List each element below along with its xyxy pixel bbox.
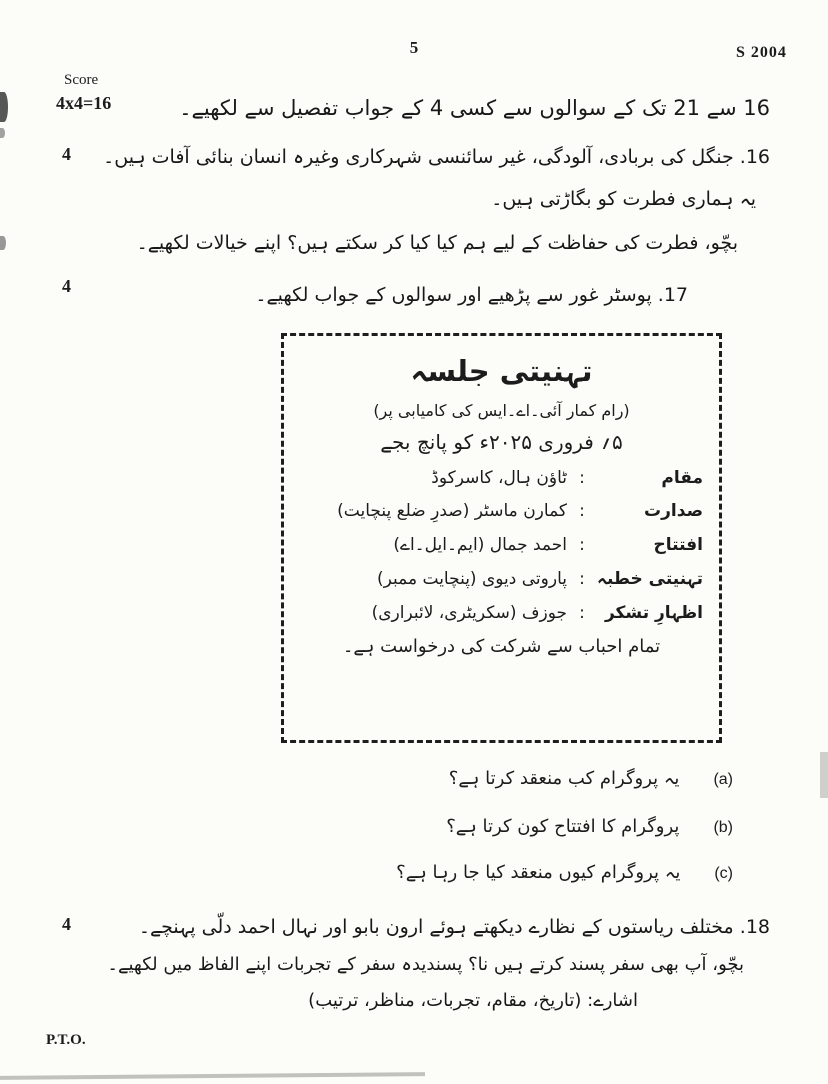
paper-code: S 2004 — [736, 44, 787, 61]
poster-row-separator: : — [579, 468, 585, 488]
marks-q17: 4 — [62, 276, 71, 296]
subquestion-c-label: (c) — [714, 865, 733, 882]
score-total: 4x4=16 — [56, 93, 112, 113]
scan-artifact-right-edge — [820, 752, 828, 798]
poster-row-value: پاروتی دیوی (پنچایت ممبر) — [377, 569, 567, 589]
question-16-line-1: 16. جنگل کی بربادی، آلودگی، غیر سائنسی شہرکاری وغیرہ انسان بنائی آفات ہیں۔ — [103, 146, 770, 168]
poster-row-label: مقام — [661, 468, 703, 488]
poster-row-label: تہنیتی خطبہ — [597, 569, 703, 589]
poster-row-separator: : — [579, 569, 585, 589]
poster-datetime: ۵؍ فروری ۲۰۲۵ء کو پانچ بجے — [380, 430, 623, 454]
question-18-line-3: اشارے: (تاریخ، مقام، تجربات، مناظر، ترتیب) — [308, 990, 638, 1011]
poster-box — [281, 333, 722, 743]
poster-row-label: افتتاح — [653, 535, 703, 555]
score-label: Score — [64, 72, 99, 88]
poster-row-separator: : — [579, 535, 585, 555]
question-18-line-2: بچّو، آپ بھی سفر پسند کرتے ہیں نا؟ پسندیدہ سفر کے تجربات اپنے الفاظ میں لکھیے۔ — [107, 954, 744, 975]
pto-label: P.T.O. — [46, 1032, 86, 1048]
marks-q16: 4 — [62, 144, 71, 164]
poster-row-value: کمارن ماسٹر (صدرِ ضلع پنچایت) — [337, 501, 567, 521]
subquestion-b — [446, 816, 733, 837]
page-number: 5 — [409, 38, 419, 57]
poster-row-vote-of-thanks — [300, 602, 703, 623]
general-instruction: 16 سے 21 تک کے سوالوں سے کسی 4 کے جواب تفصیل سے لکھیے۔ — [179, 96, 770, 120]
subquestion-a — [449, 768, 733, 789]
subquestion-b-label: (b) — [713, 819, 733, 836]
poster-row-separator: : — [579, 501, 585, 521]
question-16-line-3: بچّو، فطرت کی حفاظت کے لیے ہم کیا کیا کر سکتے ہیں؟ اپنے خیالات لکھیے۔ — [136, 232, 738, 254]
subquestion-c — [396, 862, 733, 883]
poster-row-felicitation — [300, 568, 703, 589]
marks-q18: 4 — [62, 914, 71, 934]
poster-title: تہنیتی جلسہ — [410, 354, 593, 388]
scan-artifact-left-blob — [0, 128, 5, 138]
scan-artifact-left-blob — [0, 236, 6, 250]
scan-artifact-bottom-streak — [0, 1072, 425, 1080]
poster-row-venue — [300, 467, 703, 488]
subquestion-a-label: (a) — [713, 771, 733, 788]
subquestion-b-text: پروگرام کا افتتاح کون کرتا ہے؟ — [446, 816, 680, 837]
poster-subtitle: (رام کمار آئی۔اے۔ایس کی کامیابی پر) — [373, 401, 630, 420]
poster-row-label: صدارت — [644, 501, 703, 521]
poster-row-inauguration — [300, 534, 703, 555]
poster-row-value: ٹاؤن ہال، کاسرکوڈ — [431, 468, 567, 488]
poster-row-value: احمد جمال (ایم۔ایل۔اے) — [393, 535, 567, 555]
question-17-heading: 17. پوسٹر غور سے پڑھیے اور سوالوں کے جواب لکھیے۔ — [255, 284, 688, 306]
subquestion-c-text: یہ پروگرام کیوں منعقد کیا جا رہا ہے؟ — [396, 862, 681, 883]
scan-artifact-left-blob — [0, 92, 8, 122]
question-18-line-1: 18. مختلف ریاستوں کے نظارے دیکھتے ہوئے ارون بابو اور نہال احمد دلّی پہنچے۔ — [138, 916, 770, 938]
poster-row-label: اظہارِ تشکر — [604, 603, 703, 623]
poster-details — [284, 467, 719, 623]
poster-footer: تمام احباب سے شرکت کی درخواست ہے۔ — [342, 636, 661, 657]
question-16-line-2: یہ ہماری فطرت کو بگاڑتی ہیں۔ — [491, 188, 756, 210]
subquestion-a-text: یہ پروگرام کب منعقد کرتا ہے؟ — [448, 768, 680, 789]
poster-row-separator: : — [579, 603, 585, 623]
poster-row-presidency — [300, 501, 703, 521]
poster-row-value: جوزف (سکریٹری، لائبراری) — [371, 603, 567, 623]
